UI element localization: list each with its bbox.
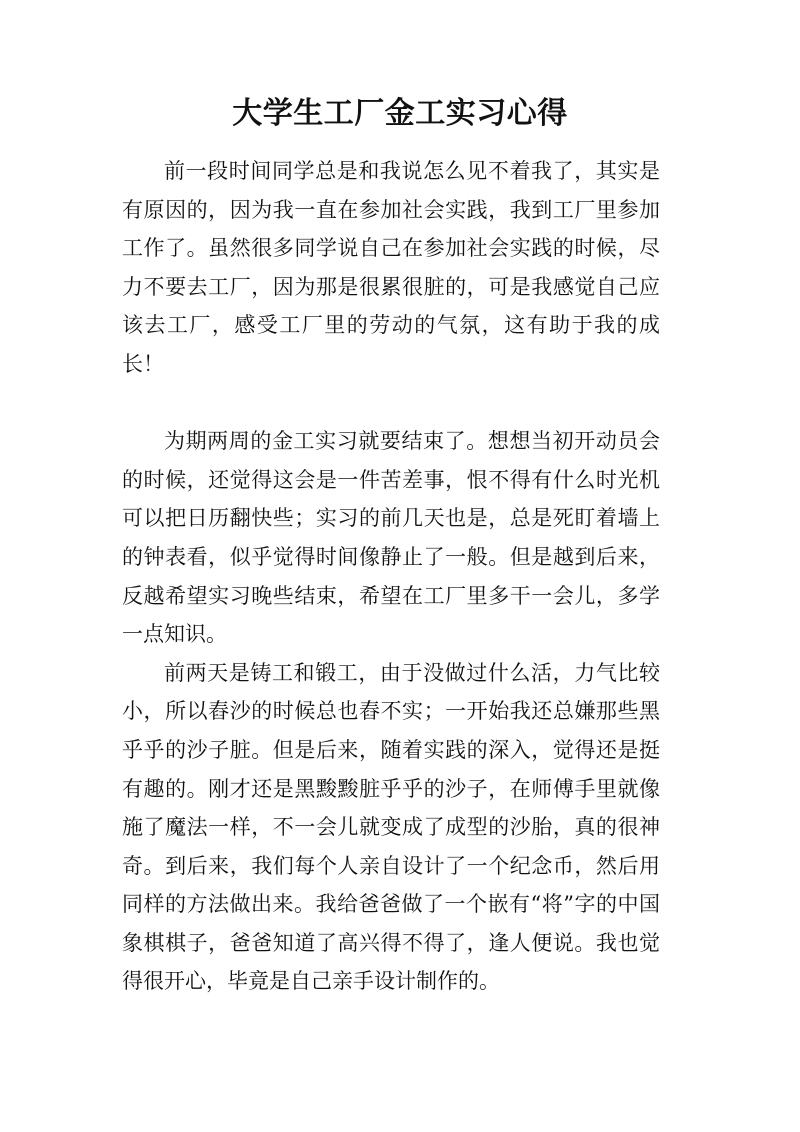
document-title: 大学生工厂金工实习心得	[232, 96, 568, 131]
paragraph-1: 前一段时间同学总是和我说怎么见不着我了，其实是有原因的，因为我一直在参加社会实践，我到工厂里参加工作了。虽然很多同学说自己在参加社会实践的时候，尽力不要去工厂，因为那是很累很脏的，可是我感觉自己应该去工厂，感受工厂里的劳动的气氛，这有助于我的成长！	[122, 159, 660, 376]
paragraph-2: 为期两周的金工实习就要结束了。想想当初开动员会的时候，还觉得这会是一件苦差事，恨不得有什么时光机可以把日历翻快些；实习的前几天也是，总是死盯着墙上的钟表看，似乎觉得时间像静止了一般。但是越到后来，反越希望实习晚些结束，希望在工厂里多干一会儿，多学一点知识。	[122, 429, 660, 647]
document-body	[122, 152, 660, 1001]
paragraph-3: 前两天是铸工和锻工，由于没做过什么活，力气比较小，所以舂沙的时候总也舂不实；一开始我还总嫌那些黑乎乎的沙子脏。但是后来，随着实践的深入，觉得还是挺有趣的。刚才还是黑黢黢脏乎乎的沙子，在师傅手里就像施了魔法一样，不一会儿就变成了成型的沙胎，真的很神奇。到后来，我们每个人亲自设计了一个纪念币，然后用同样的方法做出来。我给爸爸做了一个嵌有“将”字的中国象棋棋子，爸爸知道了高兴得不得了，逢人便说。我也觉得很开心，毕竟是自己亲手设计制作的。	[122, 660, 660, 994]
